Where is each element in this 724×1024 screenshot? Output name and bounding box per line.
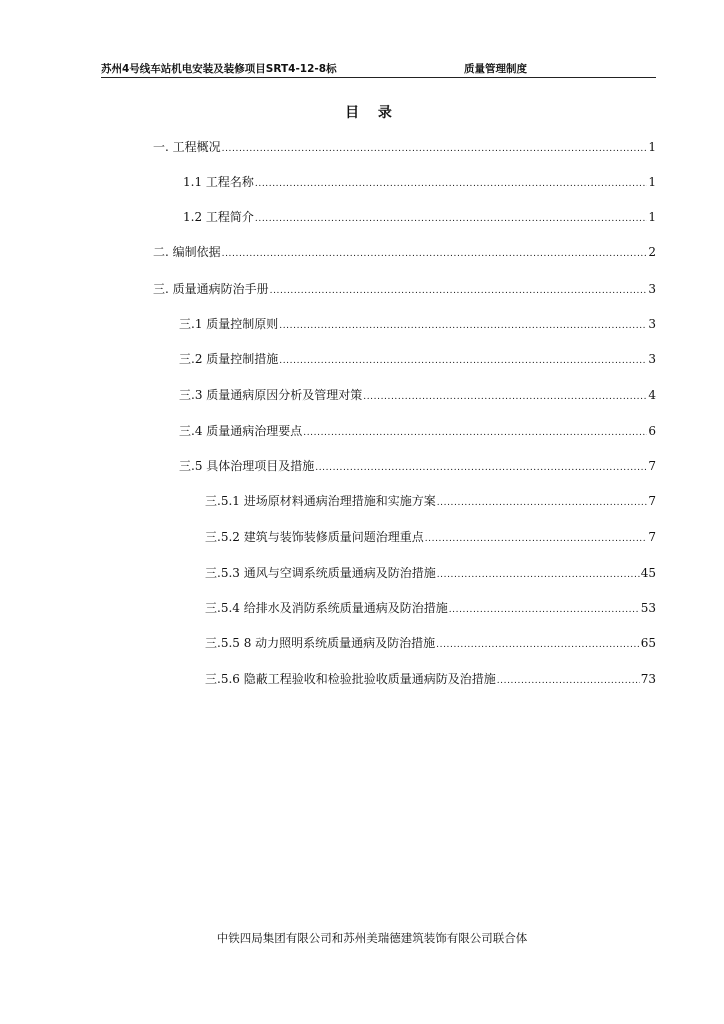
toc-dot-leader bbox=[255, 211, 647, 227]
toc-entry-page: 53 bbox=[640, 601, 656, 615]
toc-entry-page: 3 bbox=[648, 282, 656, 296]
toc-entry[interactable] bbox=[205, 600, 656, 616]
toc-entry-label: 三.1 质量控制原则 bbox=[179, 317, 279, 331]
toc-dot-leader bbox=[279, 353, 647, 369]
toc-entry[interactable] bbox=[179, 316, 656, 332]
toc-entry-page: 1 bbox=[648, 210, 656, 224]
toc-dot-leader bbox=[279, 318, 647, 334]
toc-entry[interactable] bbox=[179, 387, 656, 403]
toc-dot-leader bbox=[222, 246, 648, 262]
toc-entry[interactable] bbox=[205, 529, 656, 545]
toc-entry[interactable] bbox=[183, 174, 656, 190]
toc-entry-page: 65 bbox=[640, 636, 656, 650]
toc-entry[interactable] bbox=[153, 139, 656, 155]
toc-entry-page: 6 bbox=[648, 424, 656, 438]
toc-entry-label: 三.3 质量通病原因分析及管理对策 bbox=[179, 388, 363, 402]
toc-entry[interactable] bbox=[205, 671, 656, 687]
toc-entry[interactable] bbox=[205, 493, 656, 509]
toc-entry-label: 1.1 工程名称 bbox=[183, 175, 254, 189]
toc-entry-label: 三. 质量通病防治手册 bbox=[153, 282, 269, 296]
toc-dot-leader bbox=[303, 425, 647, 441]
toc-dot-leader bbox=[449, 602, 640, 618]
toc-entry[interactable] bbox=[179, 351, 656, 367]
toc-dot-leader bbox=[255, 176, 647, 192]
toc-entry[interactable] bbox=[205, 565, 656, 581]
header-project-name: 苏州4号线车站机电安装及装修项目SRT4-12-8标 bbox=[101, 63, 337, 75]
toc-entry-label: 一. 工程概况 bbox=[153, 140, 221, 154]
toc-dot-leader bbox=[222, 141, 648, 157]
toc-entry-label: 三.5.2 建筑与装饰装修质量问题治理重点 bbox=[205, 530, 424, 544]
toc-dot-leader bbox=[437, 495, 648, 511]
toc-entry[interactable] bbox=[183, 209, 656, 225]
toc-entry[interactable] bbox=[153, 244, 656, 260]
toc-entry-label: 三.5.3 通风与空调系统质量通病及防治措施 bbox=[205, 566, 436, 580]
toc-entry-page: 3 bbox=[648, 352, 656, 366]
page-footer: 中铁四局集团有限公司和苏州美瑞德建筑装饰有限公司联合体 bbox=[216, 931, 528, 945]
toc-entry-label: 三.4 质量通病治理要点 bbox=[179, 424, 303, 438]
toc-entry-label: 三.2 质量控制措施 bbox=[179, 352, 279, 366]
toc-dot-leader bbox=[437, 567, 640, 583]
toc-entry-page: 7 bbox=[648, 459, 656, 473]
toc-entry-page: 3 bbox=[648, 317, 656, 331]
toc-entry[interactable] bbox=[205, 635, 656, 651]
toc-entry-page: 73 bbox=[640, 672, 656, 686]
toc-entry-label: 三.5.6 隐蔽工程验收和检验批验收质量通病防及治措施 bbox=[205, 672, 496, 686]
toc-entry-page: 1 bbox=[648, 175, 656, 189]
toc-dot-leader bbox=[436, 637, 640, 653]
toc-entry-label: 1.2 工程简介 bbox=[183, 210, 254, 224]
toc-dot-leader bbox=[270, 283, 648, 299]
toc-entry-label: 三.5.1 进场原材料通病治理措施和实施方案 bbox=[205, 494, 436, 508]
toc-entry[interactable] bbox=[179, 423, 656, 439]
toc-entry-label: 三.5.4 给排水及消防系统质量通病及防治措施 bbox=[205, 601, 448, 615]
toc-entry-page: 7 bbox=[648, 494, 656, 508]
toc-entry-page: 4 bbox=[648, 388, 656, 402]
toc-entry[interactable] bbox=[153, 281, 656, 297]
toc-entry[interactable] bbox=[179, 458, 656, 474]
toc-entry-label: 三.5.5 8 动力照明系统质量通病及防治措施 bbox=[205, 636, 436, 650]
toc-title: 目 录 bbox=[345, 105, 399, 121]
toc-entry-page: 7 bbox=[648, 530, 656, 544]
toc-entry-label: 二. 编制依据 bbox=[153, 245, 221, 259]
toc-entry-page: 2 bbox=[648, 245, 656, 259]
toc-entry-page: 1 bbox=[648, 140, 656, 154]
toc-dot-leader bbox=[425, 531, 648, 547]
toc-dot-leader bbox=[315, 460, 647, 476]
toc-entry-label: 三.5 具体治理项目及措施 bbox=[179, 459, 315, 473]
toc-entry-page: 45 bbox=[640, 566, 656, 580]
toc-dot-leader bbox=[363, 389, 647, 405]
header-document-name: 质量管理制度 bbox=[464, 63, 527, 75]
toc-dot-leader bbox=[497, 673, 640, 689]
